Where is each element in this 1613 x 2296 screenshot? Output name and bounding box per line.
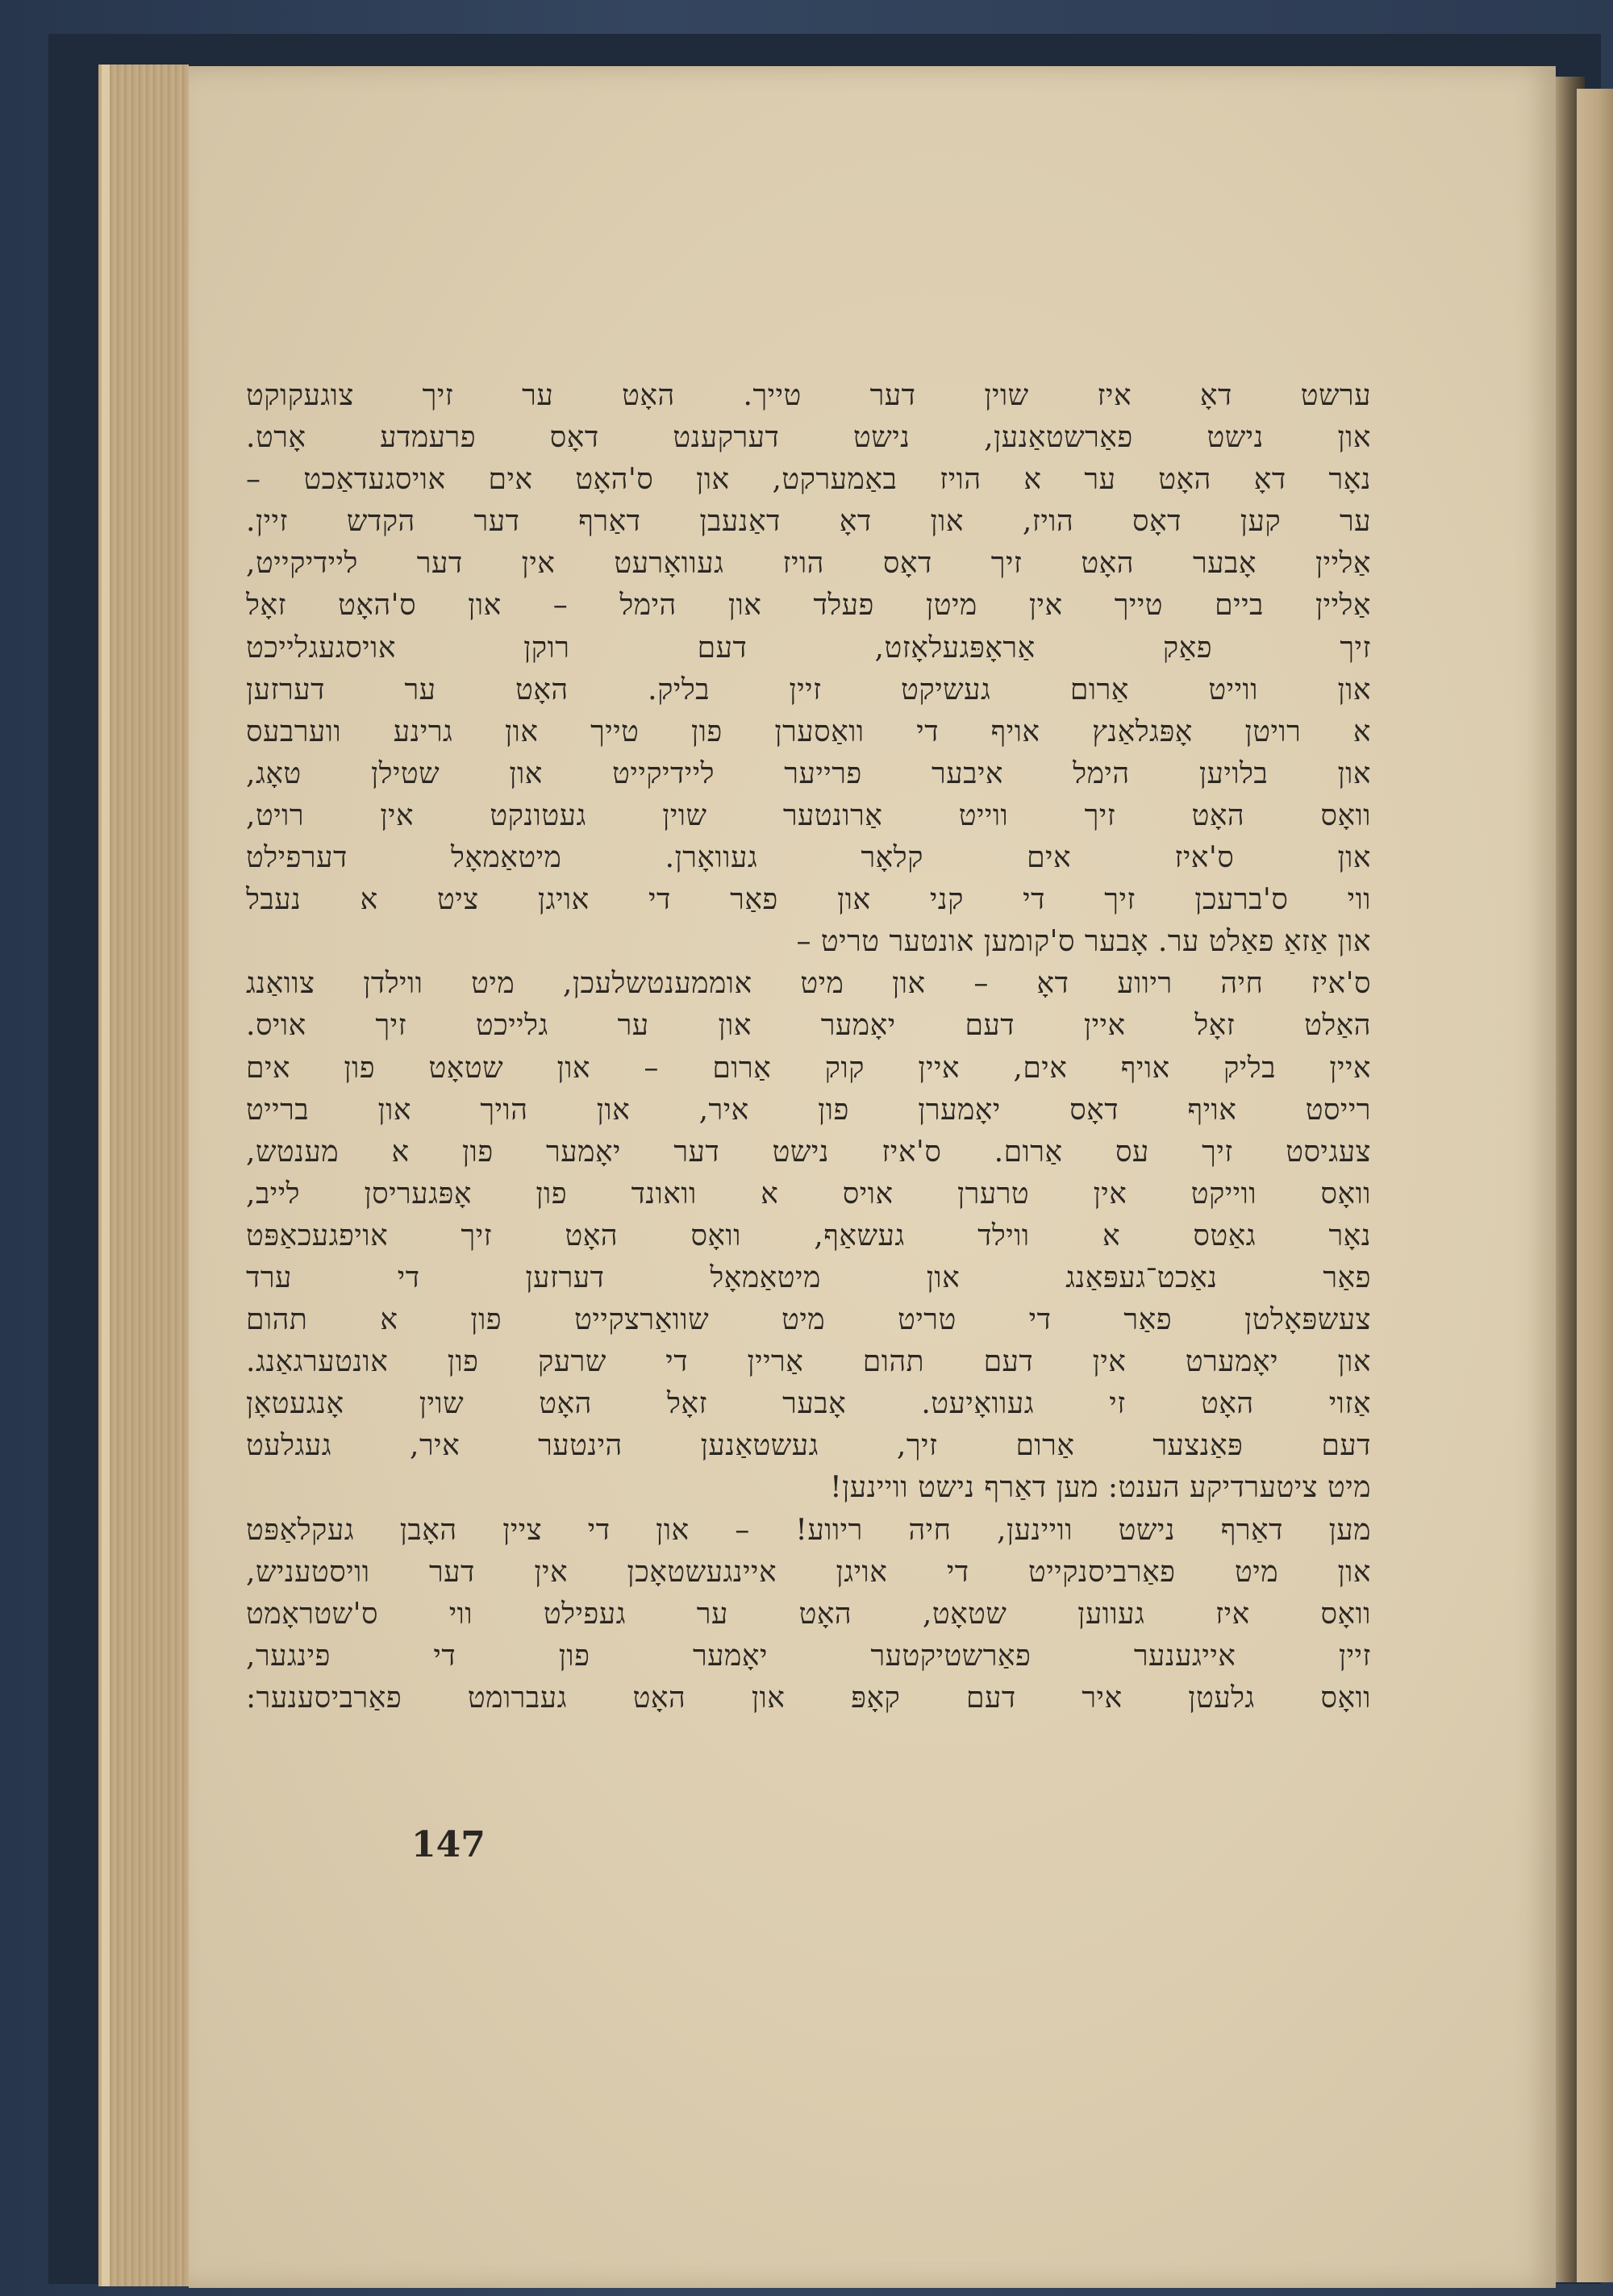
text-line: ערשט דאָ איז שוין דער טייך. האָט ער זיך צוגעקוקט — [246, 379, 1371, 412]
text-line: ס'איז חיה ריווע דאָ – און מיט אוממענטשלעכן, מיט ווילדן צוואַנג — [246, 967, 1371, 1001]
page-edge-highlight — [102, 65, 110, 2286]
text-line: וואָס האָט זיך ווייט אַרונטער שוין געטונקט אין רויט, — [246, 798, 1371, 832]
text-line: ער קען דאָס הויז, און דאָ דאַנעבן דאַרף דער הקדש זיין. — [246, 505, 1371, 539]
text-line: א רויטן אָפּגלאַנץ אויף די וואַסערן פון טייך און גרינע ווערבעס — [246, 715, 1371, 748]
text-line: אַליין ביים טייך אין מיטן פעלד און הימל – און ס'האָט זאָל — [246, 589, 1371, 623]
text-line: איין בליק אויף אים, איין קוק אַרום – און שטאָט פון אים — [246, 1051, 1371, 1085]
text-line: און ווייט אַרום געשיקט זיין בליק. האָט ער דערזען — [246, 673, 1371, 706]
page-edge-stack — [98, 65, 189, 2286]
text-line: אַזוי האָט זי געוואָיעט. אָבער זאָל האָט שוין אָנגעטאָן — [246, 1387, 1371, 1421]
text-line: און מיט פאַרביסנקייט די אויגן איינגעשטאָכן אין דער וויסטעניש, — [246, 1555, 1371, 1589]
facing-page-edge — [1577, 89, 1613, 2282]
text-line: ווי ס'ברעכן זיך די קני און פאַר די אויגן ציט א נעבל — [246, 883, 1371, 917]
text-line: זיך פאַק אַראָפּגעלאָזט, דעם רוקן אויסגעגלייכט — [246, 631, 1371, 665]
text-line: וואָס גלעטן איר דעם קאָפּ און האָט געברומט פאַרביסענער: — [246, 1681, 1371, 1715]
text-line: מיט ציטערדיקע הענט: מען דאַרף נישט וויינען! — [830, 1471, 1371, 1505]
text-line: האַלט זאָל איין דעם יאָמער און ער גלייכט זיך אויס. — [246, 1009, 1371, 1043]
text-line: און יאָמערט אין דעם תהום אַריין די שרעק פון אונטערגאַנג. — [246, 1345, 1371, 1379]
page-number: 147 — [411, 1824, 486, 1865]
text-line: מען דאַרף נישט וויינען, חיה ריווע! – און די ציין האָבן געקלאַפּט — [246, 1513, 1371, 1547]
text-line: צעגיסט זיך עס אַרום. ס'איז נישט דער יאָמער פון א מענטש, — [246, 1135, 1371, 1169]
text-line: דעם פּאַנצער אַרום זיך, געשטאַנען הינטער איר, געגלעט — [246, 1429, 1371, 1463]
text-line: וואָס ווייקט אין טרערן אויס א וואונד פון אָפּגעריסן לייב, — [246, 1177, 1371, 1211]
text-line: צעשפּאָלטן פאַר די טריט מיט שוואַרצקייט פון א תהום — [246, 1303, 1371, 1337]
text-line: נאָר דאָ האָט ער א הויז באַמערקט, און ס'האָט אים אויסגעדאַכט – — [246, 463, 1371, 497]
text-line: און בלויען הימל איבער פרייער ליידיקייט און שטילן טאָג, — [246, 756, 1371, 790]
text-line: פאַר נאַכט־געפּאַנג און מיטאַמאָל דערזען די ערד — [246, 1261, 1371, 1294]
page-text — [246, 375, 1371, 1719]
text-line: און נישט פאַרשטאַנען, נישט דערקענט דאָס פרעמדע אָרט. — [246, 421, 1371, 455]
text-line: וואָס איז געווען שטאָט, האָט ער געפילט ווי ס'שטראָמט — [246, 1597, 1371, 1631]
text-line: רייסט אויף דאָס יאָמערן פון איר, און הויך און ברייט — [246, 1093, 1371, 1127]
text-line: אַליין אָבער האָט זיך דאָס הויז געוואָרעט אין דער ליידיקייט, — [246, 547, 1371, 581]
text-line: און ס'איז אים קלאָר געוואָרן. מיטאַמאָל דערפילט — [246, 841, 1371, 875]
text-line: זיין אייגענער פאַרשטיקטער יאָמער פון די פינגער, — [246, 1639, 1371, 1673]
text-line: נאָר גאַטס א ווילד געשאַף, וואָס האָט זיך אויפגעכאַפּט — [246, 1219, 1371, 1252]
text-line: און אַזאַ פאַלט ער. אָבער ס'קומען אונטער טריט – — [796, 925, 1371, 959]
